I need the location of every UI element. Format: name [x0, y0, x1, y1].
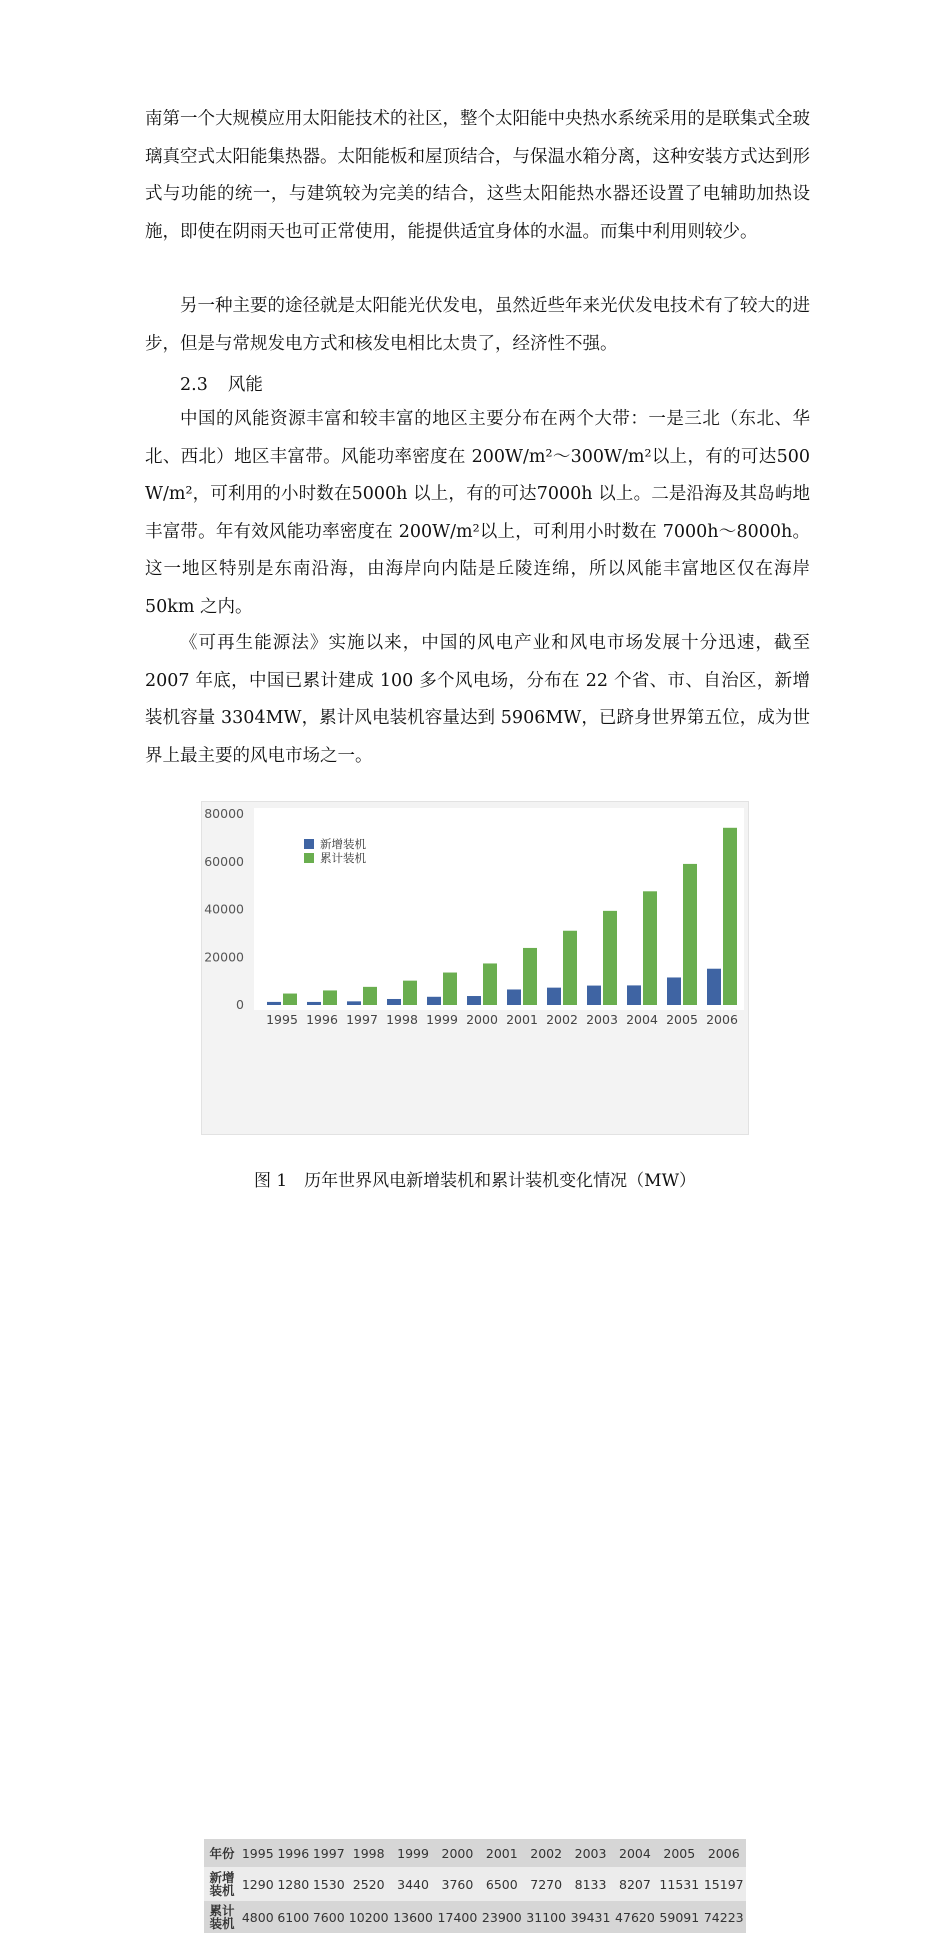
section-number: 2.3 — [180, 375, 208, 395]
bar-new-installed — [627, 985, 641, 1005]
x-tick-label: 2006 — [706, 1012, 738, 1027]
paragraph-wind-resources: 中国的风能资源丰富和较丰富的地区主要分布在两个大带：一是三北（东北、华北、西北）地区丰富带。风能功率密度在 200W/m²～300W/m²以上，有的可达500 W/m²，可利用的小时数在5000h 以上，有的可达7000h 以上。二是沿海及其岛屿地丰富带。年有效风能功率密度在 200W/m²以上，可利用小时数在 7000h～8000h。这一地区特别是东南沿海，由海岸向内陆是丘陵连绵，所以风能丰富地区仅在海岸 50km 之内。 — [145, 409, 810, 617]
bar-new-installed — [507, 989, 521, 1005]
table-cell: 7600 — [312, 1909, 345, 1925]
table-row — [204, 1839, 746, 1867]
y-tick-label: 60000 — [204, 853, 244, 869]
legend-label: 新增装机 — [320, 837, 366, 851]
x-tick-label: 2000 — [466, 1012, 498, 1027]
legend-label: 累计装机 — [320, 851, 366, 865]
bar-cumulative-installed — [323, 990, 337, 1005]
x-tick-label: 2003 — [586, 1012, 618, 1027]
table-cell: 4800 — [241, 1909, 274, 1925]
x-tick-label: 2004 — [626, 1012, 658, 1027]
section-title: 风能 — [227, 375, 263, 395]
table-cell: 47620 — [615, 1909, 655, 1925]
table-cell: 1997 — [312, 1845, 345, 1861]
bar-cumulative-installed — [483, 963, 497, 1005]
y-tick-label: 0 — [236, 997, 244, 1012]
bar-new-installed — [267, 1002, 281, 1005]
bar-cumulative-installed — [363, 987, 377, 1005]
table-cell: 8207 — [619, 1876, 651, 1892]
table-row — [204, 1867, 746, 1901]
table-cell: 1996 — [277, 1845, 310, 1861]
table-cell: 39431 — [570, 1909, 611, 1925]
paragraph-wind-market: 《可再生能源法》实施以来，中国的风电产业和风电市场发展十分迅速，截至 2007 年底，中国已累计建成 100 多个风电场，分布在 22 个省、市、自治区，新增装机容量 3304MW，累计风电装机容量达到 5906MW，已跻身世界第五位，成为世界上最主要的风电市场之一。 — [145, 633, 810, 766]
table-cell: 1995 — [241, 1845, 274, 1861]
x-tick-label: 1997 — [346, 1012, 378, 1027]
table-row-label: 新增装机 — [209, 1870, 235, 1898]
table-cell: 1530 — [312, 1876, 345, 1892]
bar-cumulative-installed — [643, 891, 657, 1005]
table-cell: 2006 — [707, 1845, 740, 1861]
bar-cumulative-installed — [283, 994, 297, 1005]
x-tick-label: 1995 — [266, 1012, 298, 1027]
table-cell: 6100 — [277, 1909, 310, 1925]
bar-new-installed — [467, 996, 481, 1005]
paragraph-photovoltaic: 另一种主要的途径就是太阳能光伏发电，虽然近些年来光伏发电技术有了较大的进步，但是与常规发电方式和核发电相比太贵了，经济性不强。 — [145, 296, 810, 354]
x-tick-label: 2005 — [666, 1012, 698, 1027]
paragraph-solar-community: 南第一个大规模应用太阳能技术的社区，整个太阳能中央热水系统采用的是联集式全玻璃真空式太阳能集热器。太阳能板和屋顶结合，与保温水箱分离，这种安装方式达到形式与功能的统一，与建筑较为完美的结合，这些太阳能热水器还设置了电辅助加热设施，即使在阴雨天也可正常使用，能提供适宜身体的水温。而集中利用则较少。 — [145, 109, 810, 242]
bar-new-installed — [387, 999, 401, 1005]
table-cell: 23900 — [481, 1909, 522, 1925]
bar-new-installed — [587, 986, 601, 1005]
table-cell: 1998 — [352, 1845, 385, 1861]
table-cell: 2520 — [352, 1876, 385, 1892]
table-cell: 10200 — [348, 1909, 389, 1925]
data-table — [204, 1839, 746, 1933]
table-cell: 2005 — [663, 1845, 696, 1861]
bar-new-installed — [347, 1001, 361, 1005]
table-cell: 2003 — [574, 1845, 607, 1861]
bar-cumulative-installed — [563, 931, 577, 1005]
section-heading — [180, 371, 263, 396]
bar-new-installed — [307, 1002, 321, 1005]
table-cell: 7270 — [530, 1876, 563, 1892]
table-cell: 6500 — [485, 1876, 518, 1892]
table-cell: 1280 — [277, 1876, 310, 1892]
table-row-label: 累计装机 — [209, 1903, 235, 1931]
table-cell: 2004 — [619, 1845, 651, 1861]
table-cell: 11531 — [659, 1876, 700, 1892]
bar-new-installed — [427, 997, 441, 1005]
x-tick-label: 1998 — [386, 1012, 418, 1027]
bar-cumulative-installed — [603, 911, 617, 1005]
table-cell: 3760 — [441, 1876, 474, 1892]
table-row — [204, 1901, 746, 1933]
table-cell: 59091 — [659, 1909, 700, 1925]
bar-cumulative-installed — [403, 981, 417, 1005]
table-cell: 31100 — [526, 1909, 567, 1925]
table-cell: 8133 — [574, 1876, 607, 1892]
table-cell: 2002 — [530, 1845, 563, 1861]
figure-caption: 图 1 历年世界风电新增装机和累计装机变化情况（MW） — [253, 1171, 697, 1191]
bar-new-installed — [547, 988, 561, 1005]
table-cell: 2001 — [485, 1845, 518, 1861]
x-tick-label: 1996 — [306, 1012, 338, 1027]
bar-cumulative-installed — [443, 973, 457, 1005]
x-tick-label: 1999 — [426, 1012, 458, 1027]
bar-new-installed — [707, 969, 721, 1005]
x-tick-label: 2002 — [546, 1012, 578, 1027]
y-tick-label: 80000 — [204, 806, 244, 821]
table-cell: 17400 — [437, 1909, 478, 1925]
table-cell: 74223 — [703, 1909, 744, 1925]
bar-cumulative-installed — [683, 864, 697, 1005]
table-cell: 1290 — [241, 1876, 274, 1892]
bar-cumulative-installed — [723, 828, 737, 1005]
table-cell: 2000 — [441, 1845, 474, 1861]
bar-cumulative-installed — [523, 948, 537, 1005]
legend-swatch — [304, 839, 314, 849]
table-cell: 13600 — [393, 1909, 433, 1925]
table-row-label: 年份 — [209, 1845, 235, 1861]
bar-new-installed — [667, 977, 681, 1005]
x-tick-label: 2001 — [506, 1012, 538, 1027]
y-tick-label: 40000 — [204, 901, 244, 917]
table-cell: 3440 — [397, 1876, 429, 1892]
legend-swatch — [304, 853, 314, 863]
y-tick-label: 20000 — [204, 949, 244, 965]
table-cell: 15197 — [703, 1876, 744, 1892]
table-cell: 1999 — [397, 1845, 429, 1861]
wind-capacity-chart — [202, 802, 748, 1042]
